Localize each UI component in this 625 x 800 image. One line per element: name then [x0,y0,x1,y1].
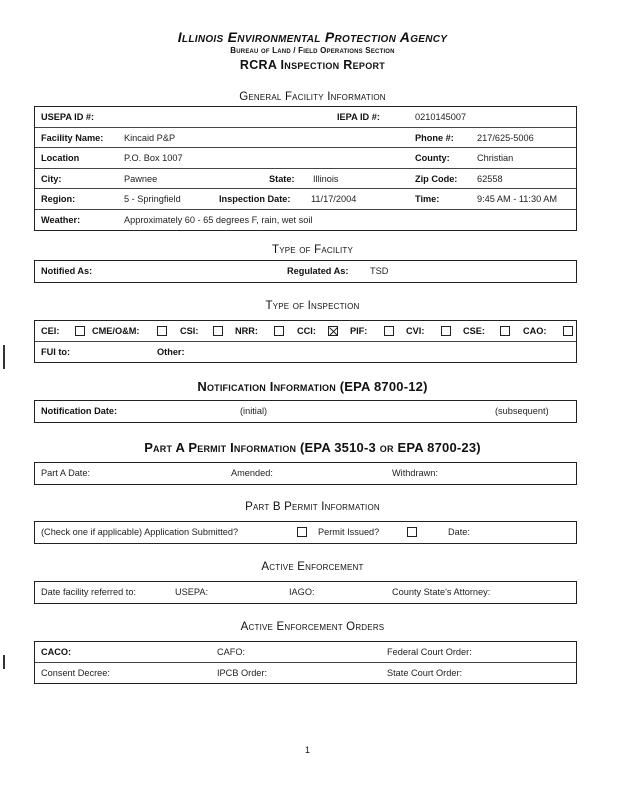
federal-order-label: Federal Court Order: [387,647,472,657]
location-value: P.O. Box 1007 [124,153,183,163]
part-b-date-label: Date: [448,527,470,537]
iago-label: IAGO: [289,587,315,597]
csi-label: CSI: [180,326,199,336]
zip-label: Zip Code: [415,173,458,184]
regulated-as-label: Regulated As: [287,266,349,276]
cse-checkbox[interactable] [500,326,510,336]
enforcement-box [34,581,577,604]
subsequent-label: (subsequent) [495,406,549,416]
region-label: Region: [41,194,76,204]
general-info-box [34,106,577,231]
ipcb-order-label: IPCB Order: [217,667,268,678]
city-label: City: [41,173,62,184]
csi-checkbox[interactable] [213,326,223,336]
time-label: Time: [415,194,440,204]
cvi-label: CVI: [406,326,425,336]
caco-label: CACO: [41,647,72,657]
state-order-label: State Court Order: [387,667,463,678]
fui-label: FUI to: [41,346,71,357]
cme-label: CME/O&M: [92,326,140,336]
usepa-label: USEPA: [175,587,209,597]
other-label: Other: [157,346,185,357]
facility-type-heading: Type of Facility [272,244,353,256]
notification-date-label: Notification Date: [41,406,118,416]
part-a-date-label: Part A Date: [41,468,91,478]
phone-label: Phone #: [415,132,454,143]
part-a-box [34,462,577,485]
cci-label: CCI: [297,326,316,336]
notified-as-label: Notified As: [41,266,93,276]
inspection-type-box [34,320,577,363]
usepa-id-label: USEPA ID #: [41,112,95,122]
cvi-checkbox[interactable] [441,326,451,336]
bureau-subtitle: Bureau of Land / Field Operations Section [230,46,395,55]
report-title: RCRA Inspection Report [239,58,386,72]
iepa-id-value: 0210145007 [415,112,467,122]
part-a-heading: Part A Permit Information (EPA 3510-3 or EPA 8700-23) [144,440,481,455]
inspection-extra-row [35,342,576,363]
scan-mark [3,655,5,669]
orders-box [34,641,577,684]
application-submitted-label: (Check one if applicable) Application Submitted? [41,527,239,537]
weather-value: Approximately 60 - 65 degrees F, rain, wet soil [124,214,313,225]
inspection-options-row [35,321,576,342]
region-value: 5 - Springfield [124,194,181,204]
permit-issued-checkbox[interactable] [407,527,417,537]
location-label: Location [41,153,80,163]
facility-type-row [35,261,576,282]
pif-checkbox[interactable] [384,326,394,336]
cme-checkbox[interactable] [157,326,167,336]
part-b-row [35,522,576,543]
cafo-label: CAFO: [217,647,246,657]
location-row [35,148,576,169]
zip-value: 62558 [477,173,503,184]
iepa-id-label: IEPA ID #: [337,112,380,122]
permit-issued-label: Permit Issued? [318,527,380,537]
city-value: Pawnee [124,173,158,184]
notification-row [35,401,576,422]
cse-label: CSE: [463,326,485,336]
inspection-date-value: 11/17/2004 [311,194,357,204]
county-label: County: [415,153,450,163]
nrr-label: NRR: [235,326,258,336]
application-submitted-checkbox[interactable] [297,527,307,537]
time-value: 9:45 AM - 11:30 AM [477,194,558,204]
city-row [35,169,576,190]
agency-title: Illinois Environmental Protection Agency [177,29,448,45]
facility-name-value: Kincaid P&P [124,132,176,143]
amended-label: Amended: [231,468,273,478]
county-value: Christian [477,153,514,163]
county-attorney-label: County State's Attorney: [392,587,491,597]
cao-checkbox[interactable] [563,326,573,336]
weather-row [35,210,576,231]
enforcement-row [35,582,576,603]
facility-name-label: Facility Name: [41,132,104,143]
withdrawn-label: Withdrawn: [392,468,438,478]
orders-row-2 [35,663,576,684]
facility-type-box [34,260,577,283]
initial-label: (initial) [240,406,268,416]
notification-box [34,400,577,423]
part-a-row [35,463,576,484]
enforcement-heading: Active Enforcement [261,561,364,573]
cci-checkbox-checked[interactable] [328,326,338,336]
usepa-row [35,107,576,128]
cei-label: CEI: [41,326,60,336]
nrr-checkbox[interactable] [274,326,284,336]
regulated-as-value: TSD [370,266,389,276]
orders-row-1 [35,642,576,663]
phone-value: 217/625-5006 [477,132,534,143]
state-label: State: [269,173,295,184]
cao-label: CAO: [523,326,547,336]
part-b-heading: Part B Permit Information [245,501,380,513]
inspection-date-label: Inspection Date: [219,194,291,204]
pif-label: PIF: [350,326,368,336]
cei-checkbox[interactable] [75,326,85,336]
region-row [35,189,576,210]
inspection-type-heading: Type of Inspection [265,300,360,312]
scan-mark [3,345,5,369]
facility-row [35,128,576,149]
weather-label: Weather: [41,214,81,225]
consent-decree-label: Consent Decree: [41,667,110,678]
referred-label: Date facility referred to: [41,587,136,597]
part-b-box [34,521,577,544]
general-heading: General Facility Information [239,91,386,103]
notification-heading: Notification Information (EPA 8700-12) [197,379,428,394]
page-number: 1 [305,745,311,755]
state-value: Illinois [313,173,339,184]
orders-heading: Active Enforcement Orders [240,621,385,633]
